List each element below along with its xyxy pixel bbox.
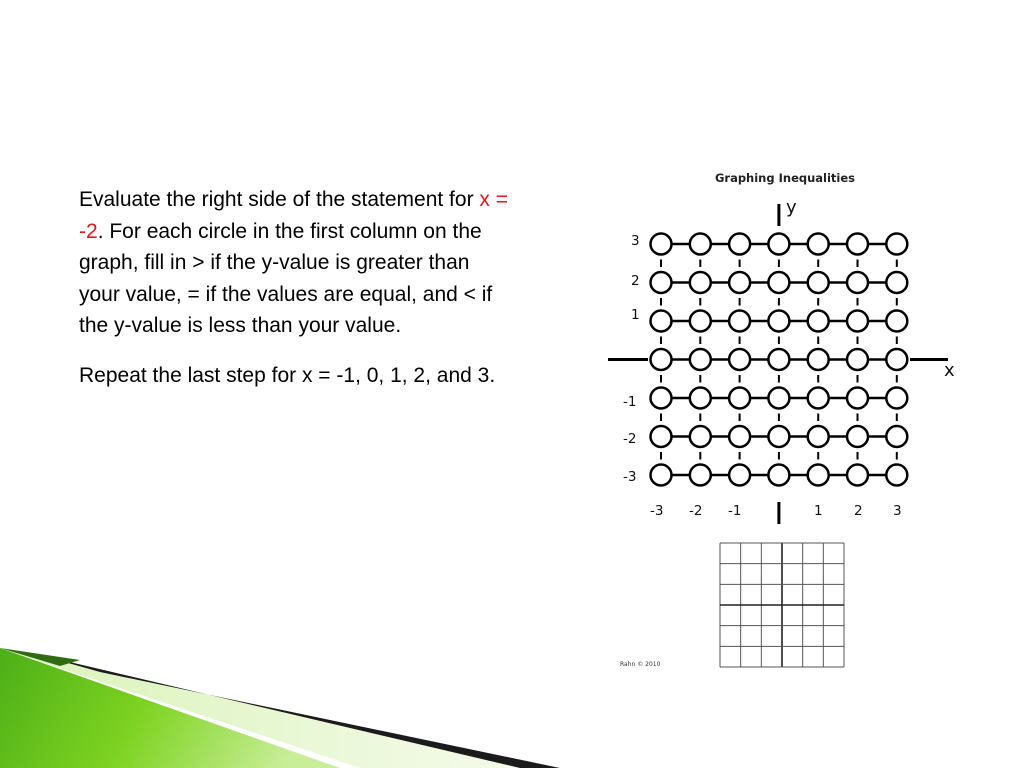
y-tick-label: 2 (631, 273, 640, 289)
x-axis-label: x (944, 360, 955, 381)
instruction-paragraph-2: Repeat the last step for x = -1, 0, 1, 2, and 3. (79, 363, 496, 387)
instruction-text-start: Evaluate the right side of the statement for (79, 188, 480, 211)
instruction-text-end: . For each circle in the first column on the graph, fill in > if the y-value is greater than your value, = if the values are equal, and < if the y-value is less than your value. (79, 219, 493, 337)
x-tick-label: -1 (728, 503, 742, 519)
figure-credit: Rahn © 2010 (620, 661, 661, 668)
y-tick-label: -1 (623, 394, 637, 410)
y-tick-label: 3 (631, 233, 640, 249)
y-tick-label: -3 (623, 469, 637, 485)
y-tick-label: 1 (631, 307, 640, 323)
x-tick-label: 1 (814, 503, 823, 519)
x-tick-label: 3 (893, 503, 902, 519)
y-tick-label: -2 (623, 431, 637, 447)
highlighted-x-value: x = -2 (79, 188, 509, 243)
y-axis-label: y (786, 197, 797, 218)
x-tick-label: 2 (854, 503, 863, 519)
x-tick-label: -3 (650, 503, 664, 519)
x-tick-label: -2 (689, 503, 703, 519)
figure-title: Graphing Inequalities (714, 171, 856, 185)
